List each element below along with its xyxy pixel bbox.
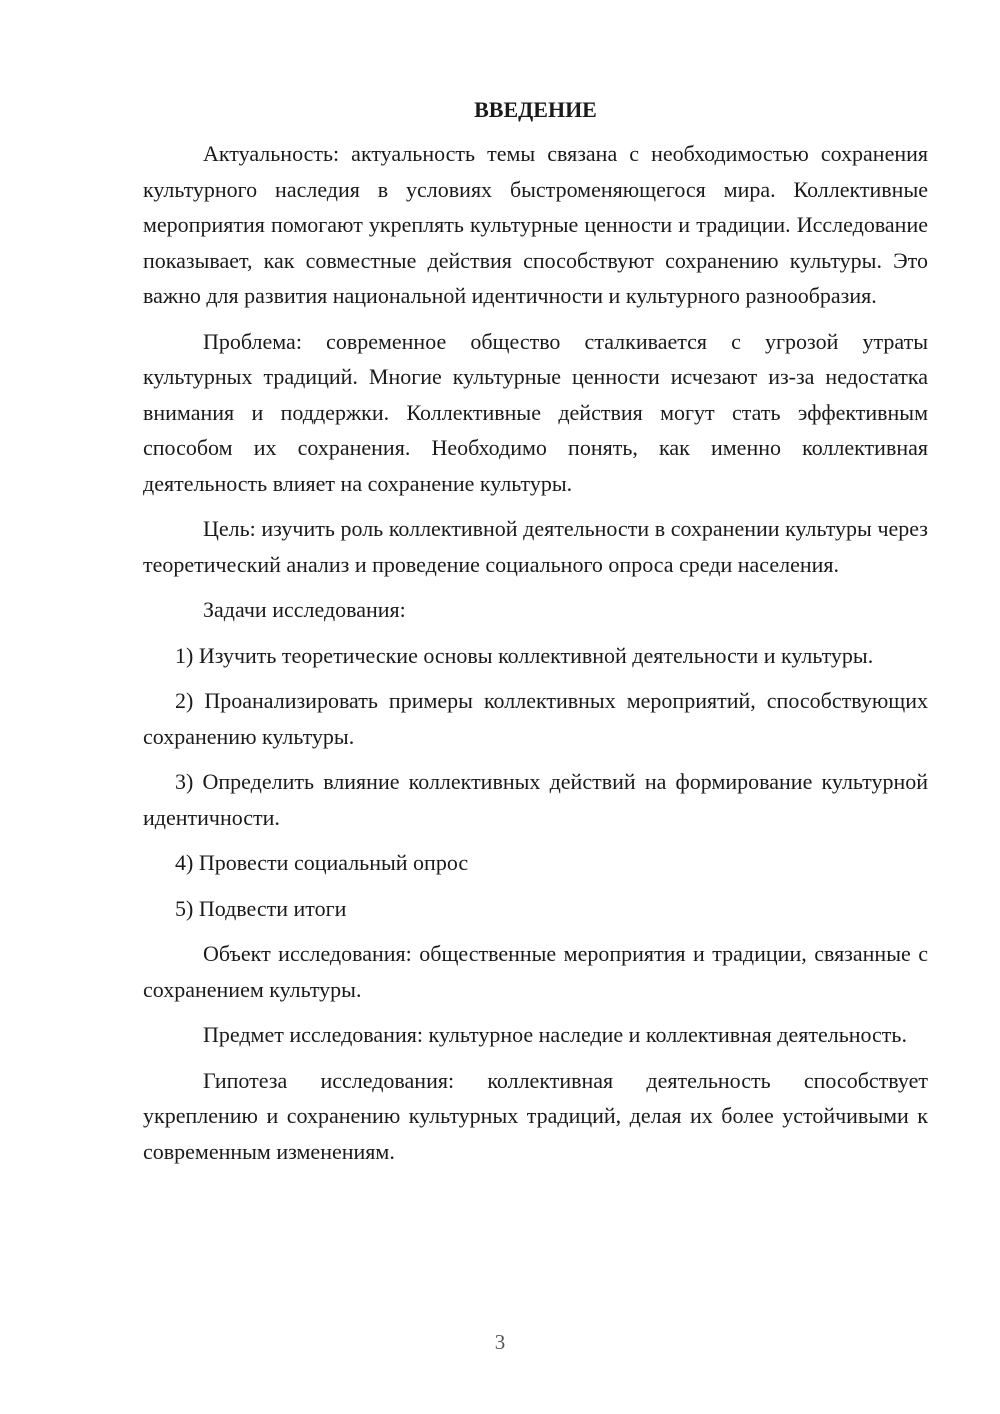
task-item: 5) Подвести итоги <box>175 895 347 921</box>
hypothesis-paragraph: Гипотеза исследования: коллективная деятельность способствует укреплению и сохранению культурных традиций, делая их более устойчивыми к современным изменениям. <box>143 1067 928 1164</box>
task-item: 2) Проанализировать примеры коллективных мероприятий, способствующих сохранению культуры. <box>143 688 928 749</box>
tasks-heading: Задачи исследования: <box>203 597 406 622</box>
section-title: ВВЕДЕНИЕ <box>474 97 597 122</box>
page-content <box>143 92 928 1179</box>
goal-paragraph: Цель: изучить роль коллективной деятельности в сохранении культуры через теоретический анализ и проведение социального опроса среди населения. <box>143 516 928 577</box>
relevance-paragraph: Актуальность: актуальность темы связана с необходимостью сохранения культурного наследия в условиях быстроменяющегося мира. Коллективные мероприятия помогают укреплять культурные ценности и традиции. Исследование показывает, как совместные действия способствуют сохранению культуры. Это важно для развития национальной идентичности и культурного разнообразия. <box>143 141 928 308</box>
object-paragraph: Объект исследования: общественные мероприятия и традиции, связанные с сохранением культуры. <box>143 941 928 1002</box>
task-item: 4) Провести социальный опрос <box>175 850 469 875</box>
problem-paragraph: Проблема: современное общество сталкивается с угрозой утраты культурных традиций. Многие культурные ценности исчезают из-за недостатка внимания и поддержки. Коллективные действия могут стать эффективным способом их сохранения. Необходимо понять, как именно коллективная деятельность влияет на сохранение культуры. <box>143 328 928 496</box>
task-item: 1) Изучить теоретические основы коллективной деятельности и культуры. <box>175 642 874 668</box>
task-item: 3) Определить влияние коллективных действий на формирование культурной идентичности. <box>143 769 928 830</box>
subject-paragraph: Предмет исследования: культурное наследие и коллективная деятельность. <box>203 1022 907 1047</box>
page-number: 3 <box>494 1330 506 1354</box>
